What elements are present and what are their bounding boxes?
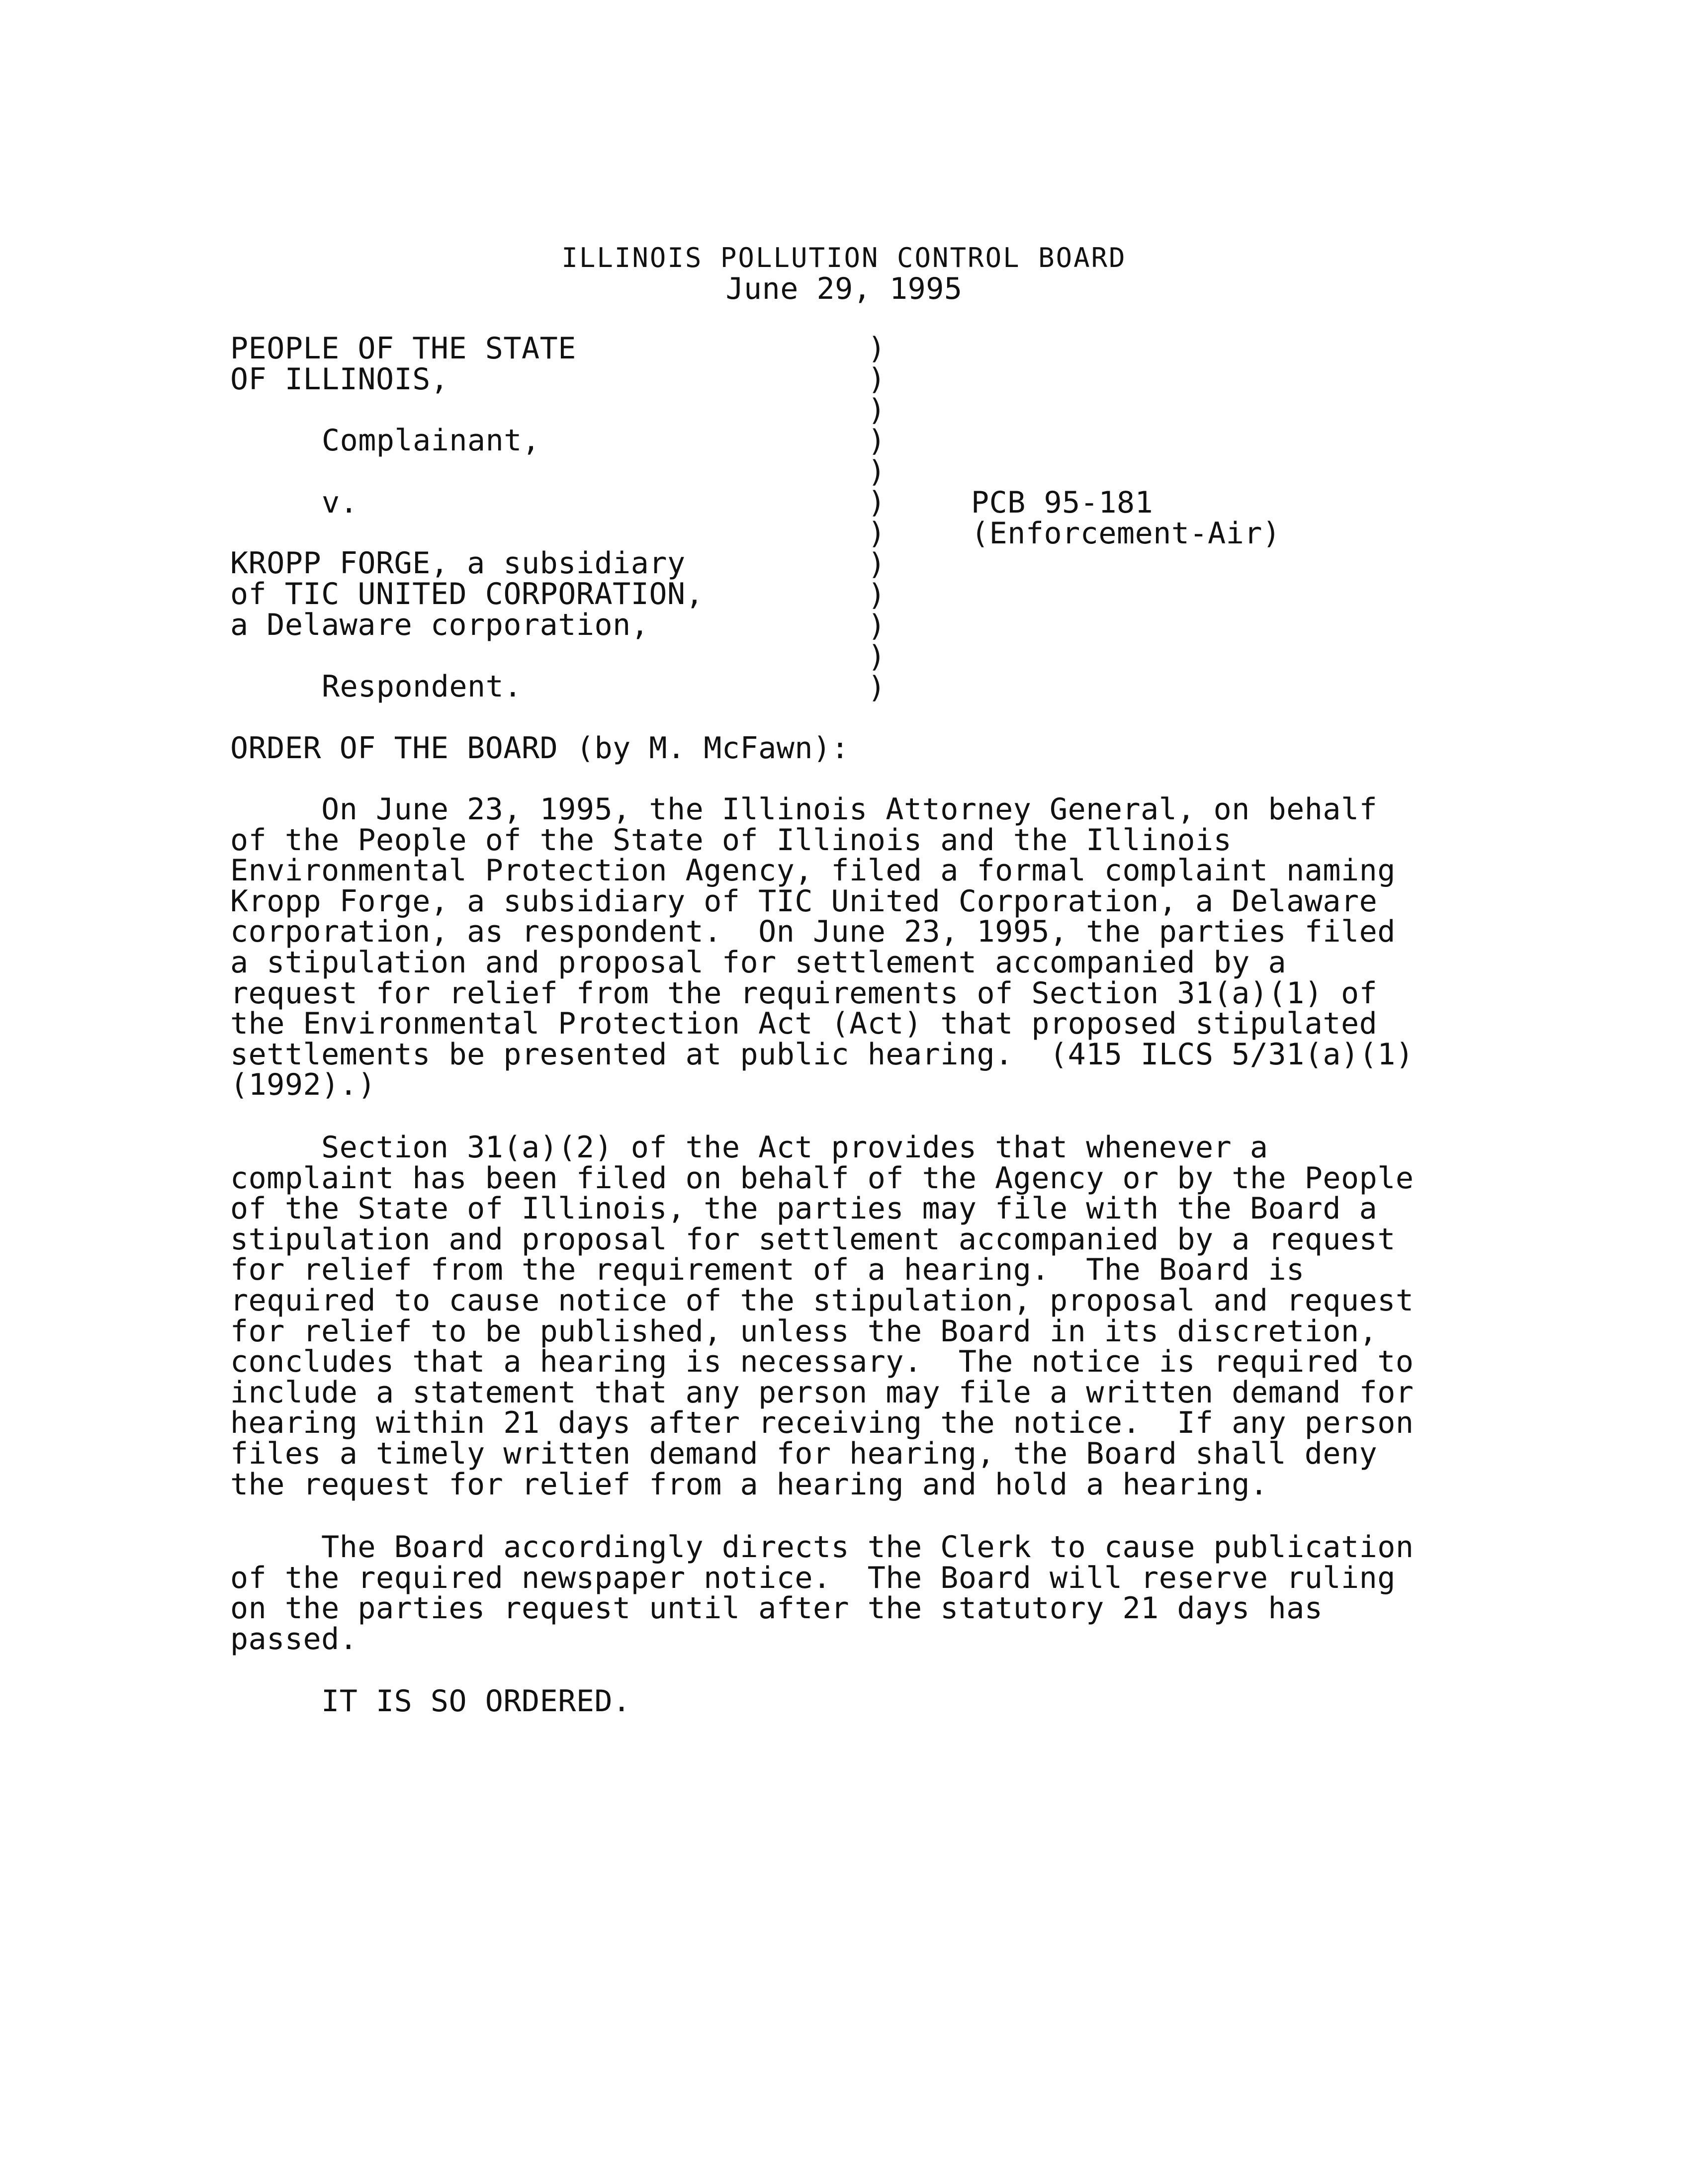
order-date: June 29, 1995	[725, 271, 963, 306]
caption-paren: )	[868, 485, 886, 520]
respondent-name-line1: KROPP FORGE, a subsidiary	[230, 546, 686, 581]
respondent-name-line3: a Delaware corporation,	[230, 608, 649, 642]
complainant-name-line1: PEOPLE OF THE STATE	[230, 331, 576, 366]
respondent-role: Respondent.	[322, 669, 522, 704]
board-name: ILLINOIS POLLUTION CONTROL BOARD	[561, 242, 1127, 273]
versus: v.	[322, 485, 358, 520]
order-paragraph-3: The Board accordingly directs the Clerk to cause publication of the required newspaper notice. The Board will reserve ruling on the parties request until after the statutory 21 days has passed.	[230, 1530, 1414, 1657]
caption-paren: )	[868, 331, 886, 366]
caption-paren: )	[868, 578, 886, 612]
caption-paren: )	[868, 639, 886, 674]
order-paragraph-1: On June 23, 1995, the Illinois Attorney General, on behalf of the People of the State of Illinois and the Illinois Environmental Protection Agency, filed a formal complaint naming Kropp Forge, a subsidiary of TIC United Corporation, a Delaware corporation, as respondent. On June 23, 1995, the parties filed a stipulation and proposal for settlement accompanied by a request for relief from the requirements of Section 31(a)(1) of the Environmental Protection Act (Act) that proposed stipulated settlements be presented at public hearing. (415 ILCS 5/31(a)(1) (1992).)	[230, 792, 1414, 1103]
caption-paren: )	[868, 609, 886, 643]
caption-paren: )	[868, 547, 886, 582]
closing-statement: IT IS SO ORDERED.	[230, 1684, 631, 1719]
complainant-name-line2: OF ILLINOIS,	[230, 362, 449, 397]
order-heading: ORDER OF THE BOARD (by M. McFawn):	[230, 731, 850, 766]
caption-paren: )	[868, 454, 886, 489]
respondent-name-line2: of TIC UNITED CORPORATION,	[230, 577, 704, 612]
caption-paren: )	[868, 393, 886, 428]
case-type: (Enforcement-Air)	[971, 516, 1281, 551]
caption-paren: )	[868, 516, 886, 551]
case-number: PCB 95-181	[971, 485, 1154, 520]
caption-paren: )	[868, 424, 886, 458]
order-paragraph-2: Section 31(a)(2) of the Act provides that whenever a complaint has been filed on behalf of the Agency or by the People of the State of Illinois, the parties may file with the Board a stipulation and proposal for settlement accompanied by a request for relief from the requirement of a hearing. The Board is required to cause notice of the stipulation, proposal and request for relief to be published, unless the Board in its discretion, concludes that a hearing is necessary. The notice is required to include a statement that any person may file a written demand for hearing within 21 days after receiving the notice. If any person files a timely written demand for hearing, the Board shall deny the request for relief from a hearing and hold a hearing.	[230, 1130, 1414, 1502]
complainant-role: Complainant,	[322, 423, 540, 458]
caption-paren: )	[868, 362, 886, 397]
caption-paren: )	[868, 670, 886, 705]
